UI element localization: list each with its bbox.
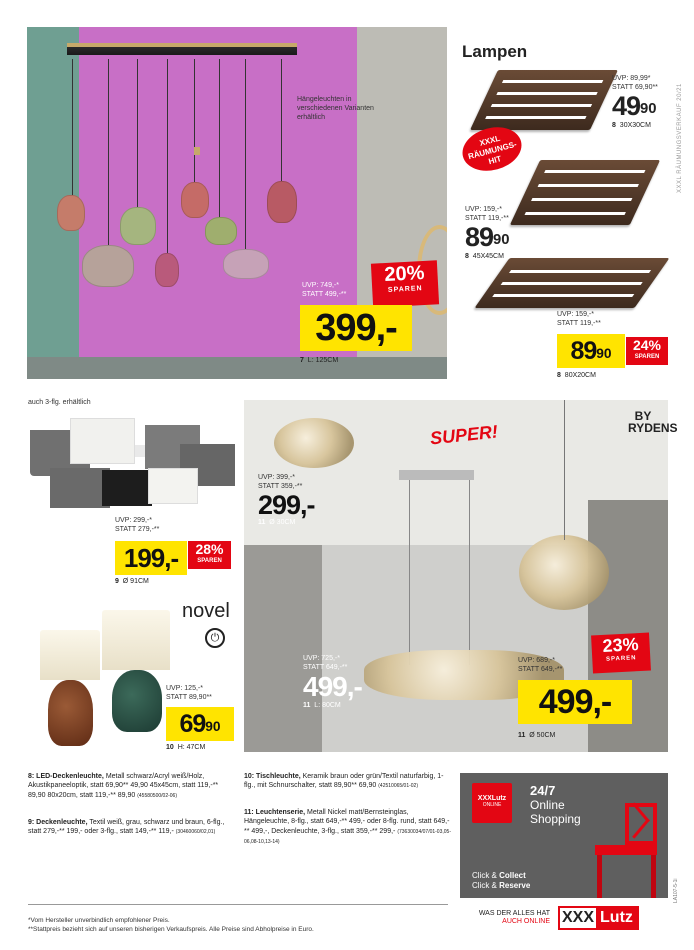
ceiling-dimension: 9 Ø 91CM <box>115 578 149 585</box>
description-10: 10: Tischleuchte, Keramik braun oder grün/Textil naturfarbig, 1-flg., mit Schnurschalter, statt 89,90** 69,90 (42510065/01-02) <box>244 773 444 790</box>
pendant-shade <box>120 207 156 245</box>
hero-dimension: 7 L: 125CM <box>300 357 339 364</box>
wire <box>409 480 410 665</box>
room-offer-2: UVP: 725,-* STATT 649,-** 499,- 11 L: 80CM <box>303 655 362 709</box>
cord <box>194 59 195 187</box>
led-panel-small <box>470 70 618 130</box>
ceiling-annotation: auch 3-flg. erhältlich <box>28 399 91 406</box>
click-collect: Click & Collect <box>472 871 526 880</box>
lamp-offer-3-uvp: UVP: 159,-* STATT 119,-** <box>557 311 601 327</box>
page-code: LA107-5-1i <box>673 878 679 903</box>
ceiling-price: 199,- <box>115 541 187 575</box>
lamp-offer-3-price: $89^{90}$ <box>557 334 625 368</box>
led-panel-medium <box>510 160 660 225</box>
pendant-shade <box>223 249 269 279</box>
promo-line2: Shopping <box>530 812 581 826</box>
lampen-title: Lampen <box>462 42 528 61</box>
hero-sofa <box>27 357 447 379</box>
tagline: WAS DER ALLES HAT AUCH ONLINE <box>478 910 550 925</box>
cord <box>245 59 246 254</box>
hero-uvp: UVP: 749,-* STATT 499,-** <box>302 282 347 298</box>
ceiling-uvp: UVP: 299,-* STATT 279,-** <box>115 517 160 533</box>
glass-cluster-round <box>519 535 609 610</box>
pendant-shade <box>267 181 297 223</box>
glass-cluster-small <box>274 418 354 468</box>
lamp-offer-1: UVP: 89,99* STATT 69,90** $49^{90}$ 8 30X30CM <box>612 75 658 129</box>
pendant-bar <box>67 43 297 55</box>
footnote-divider <box>28 904 448 905</box>
side-label: XXXL RÄUMUNGSVERKAUF 20/21 <box>677 83 683 193</box>
table-lamp-price: $69^{90}$ <box>166 707 234 741</box>
footnotes: *Vom Hersteller unverbindlich empfohlener Preis. **Stattpreis bezieht sich auf unseren bisherigen Verkaufspreis. Alle Preise sind Abholpreise in Euro. <box>28 917 314 933</box>
pendant-shade <box>205 217 237 245</box>
cord <box>167 59 168 259</box>
red-chair <box>595 803 661 898</box>
super-stamp: SUPER! <box>429 421 499 449</box>
raeumungs-hit-badge: XXXL RÄUMUNGS-HIT <box>458 121 527 177</box>
cord <box>108 59 109 251</box>
table-lamp-dimension: 10 H: 47CM <box>166 744 206 751</box>
lamp-offer-3-dim: 8 80X20CM <box>557 372 596 379</box>
hero-price: 399,- <box>300 305 412 351</box>
table-lamps-image <box>40 600 170 750</box>
online-promo[interactable] <box>460 773 668 898</box>
room-offer-3-uvp: UVP: 689,-* STATT 649,-** <box>518 657 563 673</box>
table-lamp-uvp: UVP: 125,-* STATT 89,90** <box>166 685 212 701</box>
room-offer-1: UVP: 399,-* STATT 359,-** 299,- 11 Ø 30CM <box>258 474 315 526</box>
lamp-offer-2: UVP: 159,-* STATT 119,-** $89^{90}$ 8 45X45CM <box>465 206 510 260</box>
wire <box>564 400 565 540</box>
description-11: 11: Leuchtenserie, Metall Nickel matt/Bernsteinglas, Hängeleuchte, 8-flg., statt 649,-** 499,- oder 8-flg. rund, statt 649,-** 499,-, Deckenleuchte, 3-flg., statt 359,-** 299,- (73630034/07/01-03,05-06,08-10,13-14) <box>244 809 451 846</box>
novel-brand: novel <box>182 600 230 622</box>
room-offer-3-save: 23% SPAREN <box>591 633 651 674</box>
cord <box>219 59 220 224</box>
description-9: 9: Deckenleuchte, Textil weiß, grau, schwarz und braun, 6-flg., statt 279,-** 199,- oder 3-flg., statt 149,-** 119,- (30460060/02,01) <box>28 819 225 836</box>
room-offer-3-price: 499,- <box>518 680 632 724</box>
promo-headline: 24/7 <box>530 783 556 798</box>
brass-cap <box>194 147 200 155</box>
hero-annotation: Hängeleuchten in verschiedenen Varianten erhältlich <box>297 96 374 121</box>
cord-switch-icon: ⏻ <box>205 628 225 648</box>
pendant-shade <box>181 182 209 218</box>
promo-line1: Online <box>530 798 565 812</box>
rydens-logo: BY RYDENS <box>628 409 678 435</box>
cord <box>137 59 138 209</box>
hero-save-badge: 20% SPAREN <box>371 260 439 307</box>
cord <box>281 59 282 184</box>
wire <box>469 480 470 665</box>
pendant-shade <box>82 245 134 287</box>
click-reserve: Click & Reserve <box>472 881 531 890</box>
room-wall-left <box>244 545 322 752</box>
description-8: 8: LED-Deckenleuchte, Metall schwarz/Acryl weiß/Holz, Akustikpaneeloptik, statt 69,90** 49,90 45x45cm, statt 119,-** 89,90 80x20cm, statt 119,-** 89,90 (45580500/02-06) <box>28 773 219 799</box>
ceiling-save: 28% SPAREN <box>188 541 231 569</box>
xxxlutz-online-logo: XXXLutz ONLINE <box>472 783 512 823</box>
ceiling-lamp-image <box>30 410 240 510</box>
xxxlutz-logo[interactable]: XXX Lutz <box>558 906 639 930</box>
room-offer-3-dim: 11 Ø 50CM <box>518 732 556 739</box>
lamp-offer-3-save: 24% SPAREN <box>626 337 668 365</box>
pendant-shade <box>155 253 179 287</box>
pendant-shade <box>57 195 85 231</box>
cord <box>72 59 73 204</box>
ceiling-canopy <box>399 470 474 480</box>
led-panel-long <box>474 258 669 308</box>
